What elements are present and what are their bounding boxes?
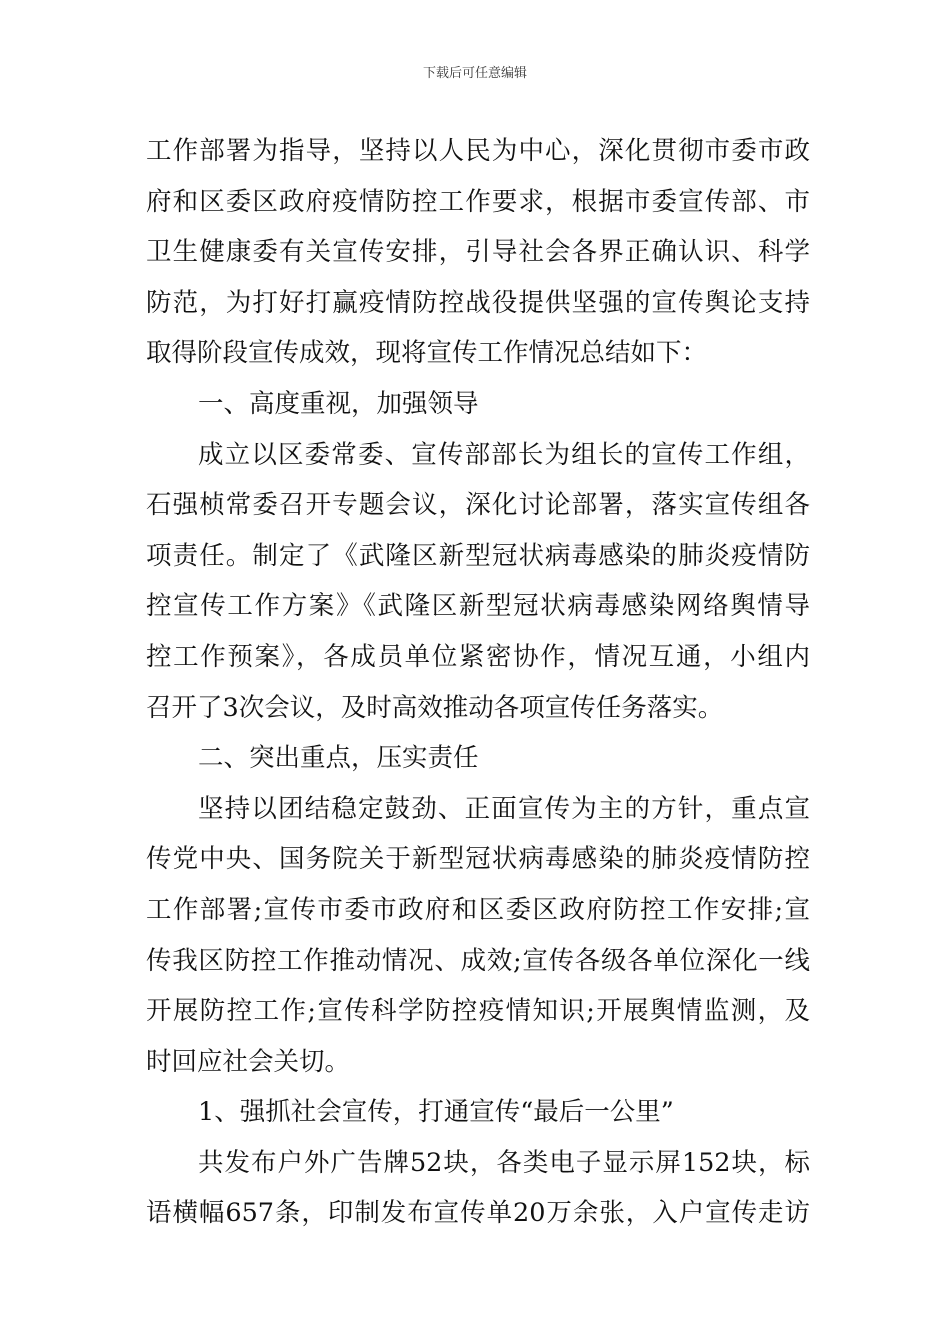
text-line: 传党中央、国务院关于新型冠状病毒感染的肺炎疫情防控 bbox=[146, 844, 810, 875]
text-line: 控工作预案》，各成员单位紧密协作，情况互通，小组内 bbox=[146, 641, 810, 672]
text-line: 卫生健康委有关宣传安排，引导社会各界正确认识、科学 bbox=[146, 237, 810, 268]
document-body bbox=[146, 126, 810, 1239]
text-line: 传我区防控工作推动情况、成效;宣传各级各单位深化一线 bbox=[146, 945, 810, 976]
text-line: 石强桢常委召开专题会议，深化讨论部署，落实宣传组各 bbox=[146, 490, 810, 521]
text-line: 工作部署为指导，坚持以人民为中心，深化贯彻市委市政 bbox=[146, 136, 810, 166]
text-line: 控宣传工作方案》《武隆区新型冠状病毒感染网络舆情导 bbox=[146, 591, 810, 622]
text-line: 项责任。制定了《武隆区新型冠状病毒感染的肺炎疫情防 bbox=[146, 540, 810, 571]
text-line: 取得阶段宣传成效，现将宣传工作情况总结如下： bbox=[146, 338, 708, 369]
text-line: 语横幅657条，印制发布宣传单20万余张，入户宣传走访 bbox=[146, 1198, 810, 1229]
section-heading: 一、高度重视，加强领导 bbox=[198, 388, 479, 419]
text-line: 坚持以团结稳定鼓劲、正面宣传为主的方针，重点宣 bbox=[198, 793, 810, 824]
subsection-heading: 1、强抓社会宣传，打通宣传“最后一公里” bbox=[198, 1097, 674, 1128]
text-line: 开展防控工作;宣传科学防控疫情知识;开展舆情监测，及 bbox=[146, 996, 810, 1027]
text-line: 工作部署;宣传市委市政府和区委区政府防控工作安排;宣 bbox=[146, 894, 810, 925]
text-line: 时回应社会关切。 bbox=[146, 1046, 351, 1077]
text-line: 共发布户外广告牌52块，各类电子显示屏152块，标 bbox=[198, 1147, 810, 1178]
page-header: 下载后可任意编辑 bbox=[422, 66, 527, 81]
text-line: 成立以区委常委、宣传部部长为组长的宣传工作组， bbox=[198, 439, 810, 470]
text-line: 防范，为打好打赢疫情防控战役提供坚强的宣传舆论支持 bbox=[146, 287, 810, 318]
text-line: 召开了3次会议，及时高效推动各项宣传任务落实。 bbox=[146, 692, 724, 723]
section-heading: 二、突出重点，压实责任 bbox=[198, 743, 479, 774]
text-line: 府和区委区政府疫情防控工作要求，根据市委宣传部、市 bbox=[146, 186, 810, 217]
